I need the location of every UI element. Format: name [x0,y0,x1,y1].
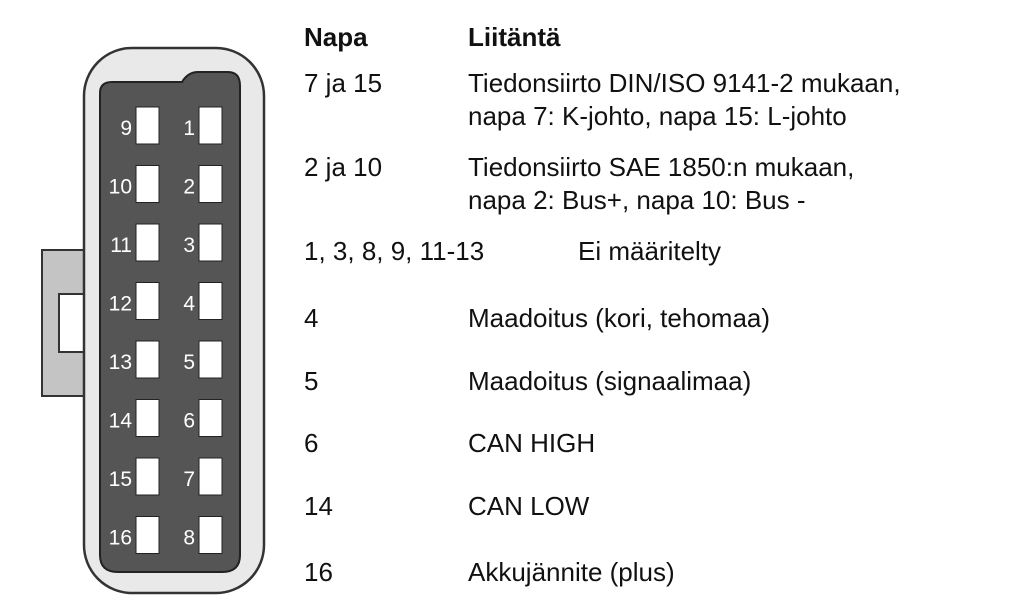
pin-number-label: 16 [108,526,132,550]
pin-number-label: 5 [183,351,195,374]
pin-number-label: 9 [120,117,132,140]
row-description: Maadoitus (kori, tehomaa) [468,303,771,333]
pin-number-label: 13 [108,351,132,374]
pin-number-label: 8 [183,526,195,550]
pin-number-label: 3 [183,234,195,257]
pin-number-label: 12 [108,292,132,316]
row-description-cont: napa 7: K-johto, napa 15: L-johto [468,101,847,131]
row-pin: 5 [304,366,319,396]
pin-number-label: 15 [108,468,132,491]
pin-number-label: 7 [183,468,195,491]
row-pin: 7 ja 15 [304,68,383,98]
row-description-cont: napa 2: Bus+, napa 10: Bus - [468,185,806,215]
row-pin: 14 [304,491,333,521]
pin-number-label: 6 [183,409,195,433]
row-description: Tiedonsiirto SAE 1850:n mukaan, [468,152,855,182]
row-description: Tiedonsiirto DIN/ISO 9141-2 mukaan, [468,68,901,98]
row-pin: 1, 3, 8, 9, 11-13 [304,236,485,266]
row-description: Akkujännite (plus) [468,557,675,587]
row-pin: 2 ja 10 [304,152,383,182]
pin-number-label: 1 [183,117,195,140]
row-pin: 4 [304,303,319,333]
row-description: Ei määritelty [578,236,722,266]
pin-number-label: 11 [110,234,132,257]
header-connection: Liitäntä [468,22,561,52]
row-description: CAN HIGH [468,428,596,458]
row-pin: 6 [304,428,319,458]
pin-number-label: 14 [108,409,132,433]
header-pin: Napa [304,22,368,52]
pin-number-label: 4 [183,292,195,316]
pin-number-label: 2 [183,175,195,199]
row-description: Maadoitus (signaalimaa) [468,366,752,396]
row-description: CAN LOW [468,491,590,521]
row-pin: 16 [304,557,333,587]
pin-number-label: 10 [108,175,132,199]
